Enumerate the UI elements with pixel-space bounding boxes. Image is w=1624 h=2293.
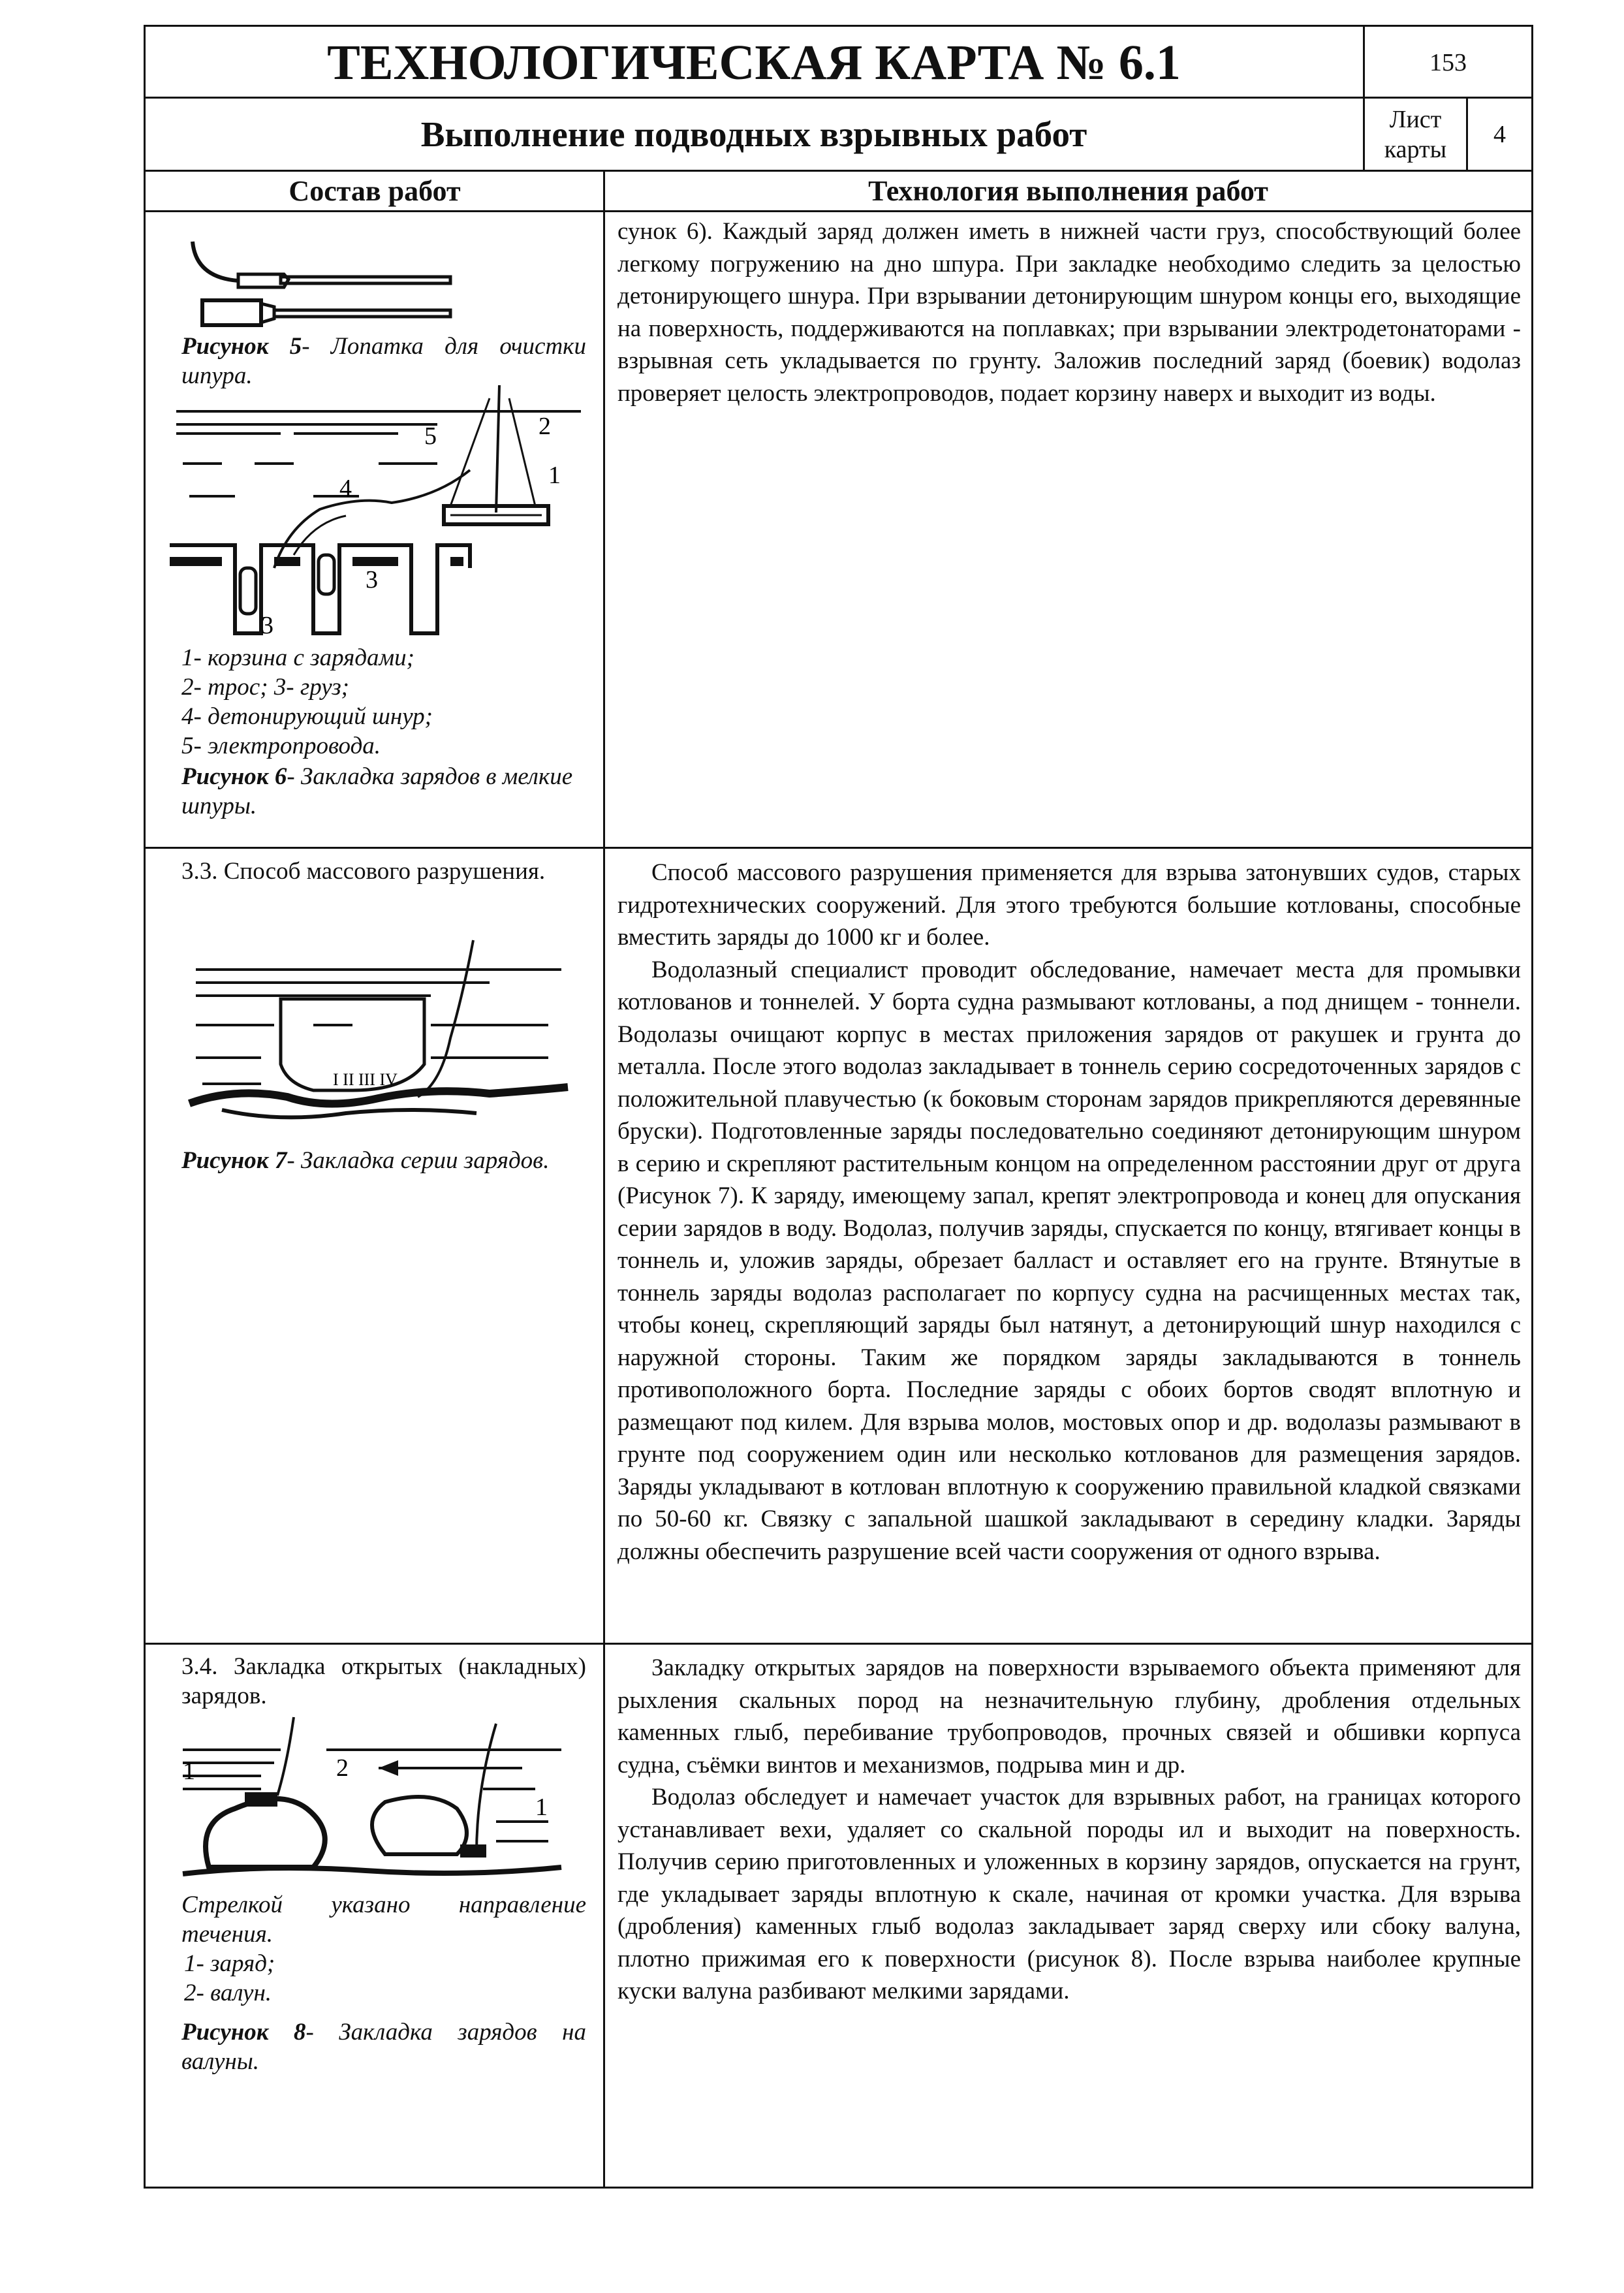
page-title: ТЕХНОЛОГИЧЕСКАЯ КАРТА № 6.1 <box>327 35 1181 90</box>
legend-item: 5- электропровода. <box>181 733 381 759</box>
row2-paragraph-2: Водолазный специалист проводит обследование, намечает места для промывки котлованов и тоннелей. У борта судна размывают котлованы, а под днищем - тоннели. Водолазы очищают корпус в местах приложения зарядов от ракушек и грунта до металла. После этого водолаз закладывает в тоннель серию сосредоточенных зарядов с положительной плавучестью (к боковым сторонам зарядов прикрепляются деревянные бруски). Подготовленные заряды последовательно соединяют детонирующим шнуром в серию и скрепляют растительным концом на определенном расстоянии друг от друга (Рисунок 7). К заряду, имеющему запал, крепят электропровода и конец для опускания серии зарядов в воду. Водолаз, получив заряды, спускается по концу, втягивает концы в тоннель и, уложив заряды, обрезает балласт и оставляет его на грунте. Втянутые в тоннель заряды водолаз располагает по корпусу судна на расчищенных местах так, чтобы конец, скрепляющий заряды был натянут, а детонирующий шнур находился с наружной стороны. Таким же порядком заряды закладываются в тоннель противоположного борта. Последние заряды с обоих бортов сводят вплотную и размещают под килем. Для взрыва молов, мостовых опор и др. водолазы размывают в грунте под сооружением один или несколько котлованов для размещения зарядов. Заряды укладывают в котлован вплотную к сооружению правильной кладкой связками по 50-60 кг. Связку с запальной шашкой закладывают в середину кладки. Заряды должны обеспечить разрушение всей части сооружения от одного взрыва. <box>617 956 1521 1565</box>
figure-6-label-3b: 3 <box>261 612 273 639</box>
figure-8-label-1a: 1 <box>183 1758 195 1785</box>
legend-item: 4- детонирующий шнур; <box>181 703 433 730</box>
section-3-3-heading <box>181 857 586 886</box>
legend-item: 1- корзина с зарядами; <box>181 644 414 671</box>
sheet-number: 4 <box>1493 121 1506 148</box>
figure-8-caption-bold: Рисунок 8 <box>181 2019 306 2046</box>
figure-7-charge-labels: I II III IV <box>333 1070 398 1089</box>
section-3-4-heading-text: 3.4. Закладка открытых (накладных) зарядов. <box>181 1653 586 1709</box>
legend-item: 2- валун. <box>184 1980 272 2006</box>
row3-paragraph-2: Водолаз обследует и намечает участок для взрывных работ, на границах которого устанавливает вехи, удаляет со скальной породы ил и выходит на поверхность. Получив серию приготовленных и уложенных в корзину зарядов, опускается на грунт, где укладывает заряды вплотную к скале, начиная от кромки участка. Для взрыва (дробления) каменных глыб водолаз закладывает заряд сверху или сбоку валуна, плотно прижимая его к поверхности (рисунок 8). После взрыва наиболее крупные куски валуна разбивают мелкими зарядами. <box>617 1784 1521 2004</box>
figure-6-legend <box>181 643 586 761</box>
figure-6-label-5: 5 <box>424 422 437 450</box>
figure-8-note-text: Стрелкой указано направление течения. <box>181 1891 586 1948</box>
sheet-label <box>1365 99 1466 170</box>
figure-8-legend <box>181 1949 586 2008</box>
row3-paragraph-1: Закладку открытых зарядов на поверхности взрываемого объекта применяют для рыхления скальных пород на незначительную глубину, дробления отдельных каменных глыб, перебивание трубопроводов, прочных связей и обшивки корпуса судна, съёмки винтов и механизмов, подрыва мин и др. <box>617 1654 1521 1779</box>
figure-6-caption <box>181 762 586 821</box>
figure-5-caption-text: - Лопатка для очистки шпура. <box>181 333 586 389</box>
row3-text <box>617 1652 1521 2008</box>
legend-item: 1- заряд; <box>184 1950 275 1977</box>
legend-item: 2- трос; 3- груз; <box>181 674 349 701</box>
figure-8-caption <box>181 2017 586 2076</box>
figure-7-caption-bold: Рисунок 7 <box>181 1147 287 1174</box>
sheet-label-line2: карты <box>1384 136 1447 163</box>
section-3-3-heading-text: 3.3. Способ массового разрушения. <box>181 858 546 885</box>
page-subtitle: Выполнение подводных взрывных работ <box>420 114 1087 154</box>
column-header-left: Состав работ <box>289 175 461 207</box>
sheet-label-line1: Лист <box>1389 106 1442 133</box>
section-3-4-heading <box>181 1652 586 1711</box>
figure-8-label-1b: 1 <box>535 1794 548 1821</box>
figure-7-caption-text: - Закладка серии зарядов. <box>287 1147 550 1174</box>
figure-8-note <box>181 1890 586 1949</box>
figure-6-caption-text: - Закладка зарядов в мелкие шпуры. <box>181 763 573 819</box>
figure-8-label-2: 2 <box>336 1754 349 1782</box>
figure-8-boulder-charges <box>170 1711 574 1880</box>
row1-paragraph: сунок 6). Каждый заряд должен иметь в нижней части груз, способствующий более легкому погружению на дно шпура. При закладке необходимо следить за целостью детонирующего шнура. При взрывании детонирующим шнуром концы его, выходящие на поверхность, поддерживаются на поплавках; при взрывании электродетонаторами - взрывная сеть укладывается по грунту. Заложив последний заряд (боевик) водолаз проверяет целость электропроводов, подает корзину наверх и выходит из воды. <box>617 218 1521 407</box>
figure-6-shallow-holes <box>163 372 594 646</box>
figure-6-label-4: 4 <box>339 475 352 502</box>
figure-7-caption <box>181 1146 586 1175</box>
figure-5-caption-bold: Рисунок 5 <box>181 333 302 360</box>
figure-6-label-1: 1 <box>548 462 561 489</box>
figure-8-caption-text: - Закладка зарядов на валуны. <box>181 2019 586 2075</box>
figure-6-label-3a: 3 <box>366 566 378 593</box>
figure-7-series-charges <box>183 934 574 1130</box>
row2-paragraph-1: Способ массового разрушения применяется для взрыва затонувших судов, старых гидротехнических сооружений. Для этого требуются большие котлованы, способные вместить заряды до 1000 кг и более. <box>617 859 1521 951</box>
row2-text <box>617 857 1521 1568</box>
figure-6-caption-bold: Рисунок 6 <box>181 763 287 790</box>
row1-text <box>617 215 1521 409</box>
figure-5-spatula <box>176 229 463 333</box>
column-header-right: Технология выполнения работ <box>868 175 1268 207</box>
page-number: 153 <box>1429 49 1467 76</box>
figure-6-label-2: 2 <box>539 413 551 440</box>
